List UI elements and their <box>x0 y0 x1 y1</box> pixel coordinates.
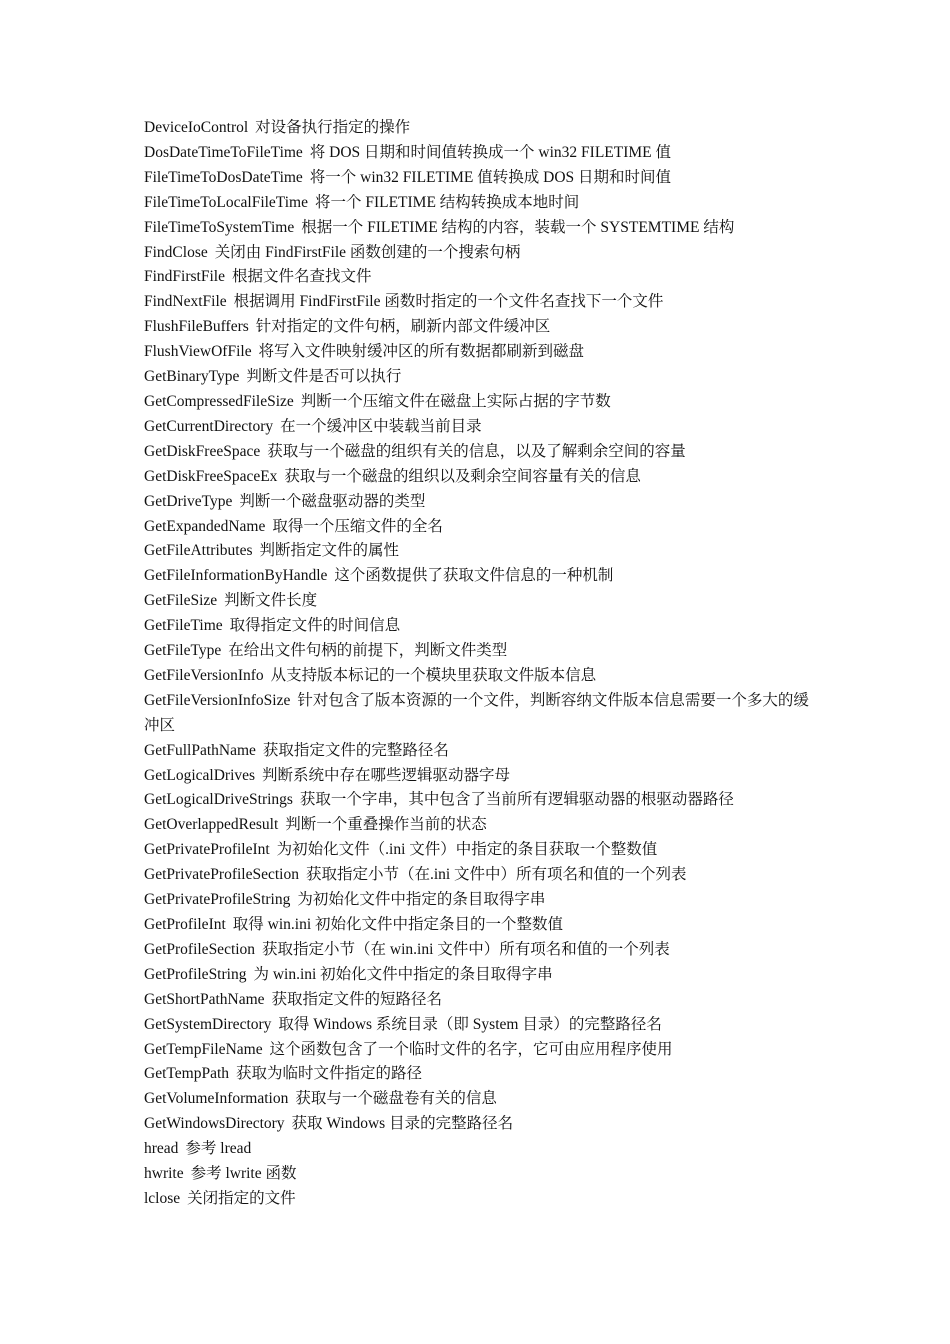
function-name: GetExpandedName <box>144 517 266 535</box>
function-description: 获取 Windows 目录的完整路径名 <box>291 1115 514 1133</box>
entry-file-time-to-system-time <box>144 216 816 241</box>
function-name: hwrite <box>144 1165 184 1183</box>
function-name: hread <box>144 1140 179 1158</box>
entry-get-system-directory <box>144 1013 816 1038</box>
function-description: 参考 lread <box>185 1140 252 1158</box>
function-description: 参考 lwrite 函数 <box>190 1165 297 1183</box>
entry-file-time-to-dos-date-time <box>144 166 816 191</box>
function-description: 获取指定小节（在.ini 文件中）所有项名和值的一个列表 <box>305 866 687 884</box>
function-name: GetCurrentDirectory <box>144 417 274 435</box>
function-name: FindNextFile <box>144 293 227 311</box>
function-name: GetTempPath <box>144 1065 230 1083</box>
function-description: 根据调用 FindFirstFile 函数时指定的一个文件名查找下一个文件 <box>233 293 664 311</box>
entry-get-temp-path <box>144 1062 816 1087</box>
function-name: GetPrivateProfileInt <box>144 841 270 859</box>
function-description: 获取指定文件的完整路径名 <box>262 741 449 759</box>
entry-get-profile-int <box>144 913 816 938</box>
function-description: 获取与一个磁盘的组织以及剩余空间容量有关的信息 <box>284 467 641 485</box>
function-description: 将写入文件映射缓冲区的所有数据都刷新到磁盘 <box>258 343 585 361</box>
function-description: 为初始化文件（.ini 文件）中指定的条目获取一个整数值 <box>276 841 658 859</box>
function-name: GetFileVersionInfoSize <box>144 691 291 709</box>
entry-find-first-file <box>144 265 816 290</box>
function-name: FindClose <box>144 243 208 261</box>
function-name: GetPrivateProfileString <box>144 891 291 909</box>
function-name: GetLogicalDrives <box>144 766 256 784</box>
function-name: GetFileSize <box>144 592 218 610</box>
function-name: GetProfileString <box>144 965 247 983</box>
function-name: GetFileAttributes <box>144 542 253 560</box>
function-description: 从支持版本标记的一个模块里获取文件版本信息 <box>270 666 597 684</box>
entry-hread <box>144 1137 816 1162</box>
function-name: FlushViewOfFile <box>144 343 252 361</box>
function-name: GetProfileInt <box>144 916 226 933</box>
function-name: GetFileVersionInfo <box>144 666 264 684</box>
function-name: GetFileType <box>144 642 222 660</box>
function-description: 获取指定文件的短路径名 <box>271 990 443 1008</box>
entry-dos-date-time-to-file-time <box>144 141 816 166</box>
function-description: 将 DOS 日期和时间值转换成一个 win32 FILETIME 值 <box>309 143 672 161</box>
function-description: 判断文件是否可以执行 <box>246 368 402 386</box>
function-description: 关闭由 FindFirstFile 函数创建的一个搜索句柄 <box>214 243 521 261</box>
function-description: 取得一个压缩文件的全名 <box>272 517 443 535</box>
function-name: GetProfileSection <box>144 940 256 958</box>
entry-get-current-directory <box>144 415 816 440</box>
entry-find-next-file <box>144 290 816 315</box>
entry-get-logical-drives <box>144 764 816 789</box>
function-description: 针对指定的文件句柄，刷新内部文件缓冲区 <box>255 318 551 336</box>
function-description: 将一个 FILETIME 结构转换成本地时间 <box>314 193 580 211</box>
entry-get-drive-type <box>144 490 816 515</box>
function-description: 在给出文件句柄的前提下，判断文件类型 <box>228 642 508 660</box>
function-description: 判断一个压缩文件在磁盘上实际占据的字节数 <box>300 392 611 410</box>
function-description: 为初始化文件中指定的条目取得字串 <box>297 891 546 909</box>
function-name: DosDateTimeToFileTime <box>144 143 303 161</box>
function-name: GetPrivateProfileSection <box>144 866 299 884</box>
entry-get-private-profile-section <box>144 863 816 888</box>
entry-get-file-attributes <box>144 539 816 564</box>
function-description: 这个函数包含了一个临时文件的名字，它可由应用程序使用 <box>269 1040 673 1058</box>
entry-flush-view-of-file <box>144 340 816 365</box>
entry-lclose <box>144 1187 816 1212</box>
function-name: GetDiskFreeSpaceEx <box>144 467 278 485</box>
entry-hwrite <box>144 1162 816 1187</box>
function-name: FlushFileBuffers <box>144 318 249 336</box>
function-description: 获取与一个磁盘卷有关的信息 <box>295 1090 497 1108</box>
entry-get-temp-file-name <box>144 1038 816 1063</box>
function-description: 将一个 win32 FILETIME 值转换成 DOS 日期和时间值 <box>309 168 672 186</box>
function-description: 根据文件名查找文件 <box>231 268 372 286</box>
function-name: DeviceIoControl <box>144 119 249 136</box>
entry-device-io-control <box>144 116 816 141</box>
entry-get-disk-free-space <box>144 440 816 465</box>
function-description: 获取指定小节（在 win.ini 文件中）所有项名和值的一个列表 <box>262 940 670 958</box>
function-description: 对设备执行指定的操作 <box>255 119 411 136</box>
function-name: GetSystemDirectory <box>144 1015 272 1033</box>
entry-get-logical-drive-strings <box>144 788 816 813</box>
function-description: 获取一个字串，其中包含了当前所有逻辑驱动器的根驱动器路径 <box>299 791 734 809</box>
entry-get-volume-information <box>144 1087 816 1112</box>
entry-get-short-path-name <box>144 988 816 1013</box>
entry-get-expanded-name <box>144 515 816 540</box>
function-name: GetCompressedFileSize <box>144 392 294 410</box>
function-description: 取得 win.ini 初始化文件中指定条目的一个整数值 <box>232 916 564 933</box>
function-description: 在一个缓冲区中装载当前目录 <box>280 417 482 435</box>
function-description: 判断指定文件的属性 <box>259 542 399 560</box>
function-name: GetFileTime <box>144 617 223 635</box>
function-description: 获取为临时文件指定的路径 <box>235 1065 422 1083</box>
entry-flush-file-buffers <box>144 315 816 340</box>
function-name: GetFileInformationByHandle <box>144 567 328 585</box>
function-description: 取得指定文件的时间信息 <box>229 617 401 635</box>
function-name: GetTempFileName <box>144 1040 263 1058</box>
entry-get-file-information-by-handle <box>144 564 816 589</box>
entry-get-overlapped-result <box>144 813 816 838</box>
entry-find-close <box>144 241 816 266</box>
function-description: 为 win.ini 初始化文件中指定的条目取得字串 <box>253 965 553 983</box>
function-name: GetDiskFreeSpace <box>144 442 261 460</box>
function-name: FindFirstFile <box>144 268 225 286</box>
entry-get-profile-section <box>144 938 816 963</box>
entry-get-file-version-info-size <box>144 689 816 739</box>
document-page <box>144 116 816 1212</box>
entry-file-time-to-local-file-time <box>144 191 816 216</box>
function-description: 判断一个磁盘驱动器的类型 <box>239 492 426 510</box>
function-name: GetFullPathName <box>144 741 256 759</box>
function-name: GetOverlappedResult <box>144 816 279 834</box>
entry-get-file-type <box>144 639 816 664</box>
function-description: 取得 Windows 系统目录（即 System 目录）的完整路径名 <box>278 1015 662 1033</box>
entry-get-file-version-info <box>144 664 816 689</box>
entry-get-private-profile-int <box>144 838 816 863</box>
entry-get-file-time <box>144 614 816 639</box>
entry-get-compressed-file-size <box>144 390 816 415</box>
entry-get-disk-free-space-ex <box>144 465 816 490</box>
entry-get-binary-type <box>144 365 816 390</box>
function-name: FileTimeToDosDateTime <box>144 168 303 186</box>
entry-get-windows-directory <box>144 1112 816 1137</box>
function-description: 针对包含了版本资源的一个文件，判断容纳文件版本信息需要一个多大的缓冲区 <box>144 691 809 734</box>
function-name: FileTimeToSystemTime <box>144 218 295 236</box>
function-name: GetWindowsDirectory <box>144 1115 285 1133</box>
function-description: 关闭指定的文件 <box>187 1189 296 1207</box>
function-description: 判断文件长度 <box>224 592 318 610</box>
function-name: FileTimeToLocalFileTime <box>144 193 308 211</box>
function-name: GetLogicalDriveStrings <box>144 791 293 809</box>
function-description: 判断系统中存在哪些逻辑驱动器字母 <box>262 766 511 784</box>
function-name: GetDriveType <box>144 492 233 510</box>
function-description: 这个函数提供了获取文件信息的一种机制 <box>334 567 614 585</box>
function-name: GetShortPathName <box>144 990 265 1008</box>
function-name: lclose <box>144 1189 181 1207</box>
function-description: 获取与一个磁盘的组织有关的信息，以及了解剩余空间的容量 <box>267 442 686 460</box>
function-description: 根据一个 FILETIME 结构的内容，装载一个 SYSTEMTIME 结构 <box>301 218 735 236</box>
entry-get-private-profile-string <box>144 888 816 913</box>
function-description: 判断一个重叠操作当前的状态 <box>285 816 487 834</box>
entry-get-profile-string <box>144 963 816 988</box>
entry-get-full-path-name <box>144 739 816 764</box>
function-name: GetVolumeInformation <box>144 1090 289 1108</box>
function-name: GetBinaryType <box>144 368 240 386</box>
entry-get-file-size <box>144 589 816 614</box>
